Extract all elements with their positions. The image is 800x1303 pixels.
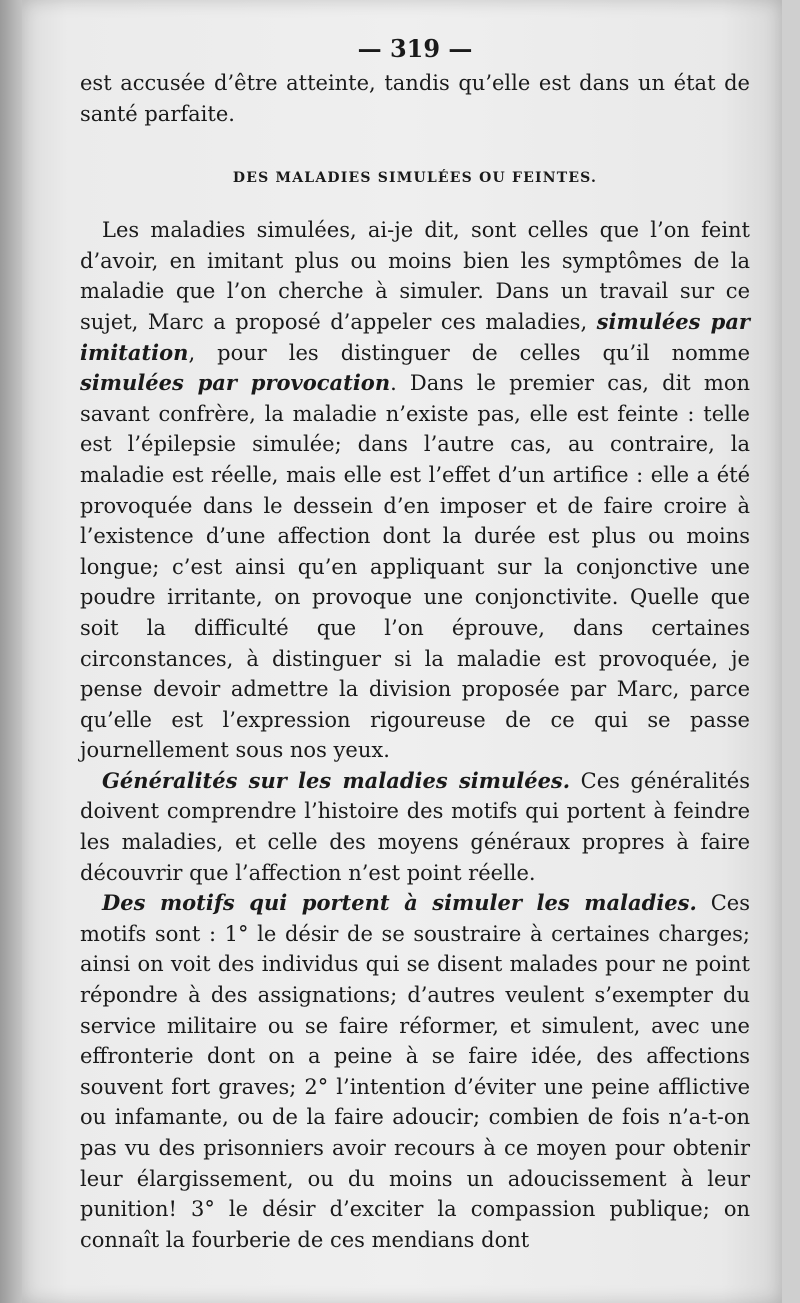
p3-text: Ces motifs sont : 1° le désir de se soustraire à certaines charges; ainsi on voit des individus qui se disent malades pour ne point répondre à des assignations; d’autres veulent s’exempter du service militaire ou se faire réformer, et simulent, avec une effronterie dont on a peine à se faire idée, des affections souvent fort graves; 2° l’intention d’éviter une peine afflictive ou infamante, ou de la faire adoucir; combien de fois n’a-t-on pas vu des prisonniers avoir recours à ce moyen pour obtenir leur élargissement, ou du moins un adoucissement à leur punition! 3° le désir d’exciter la compassion publique; on connaît la fourberie de ces mendians dont (80, 891, 750, 1252)
p1-text-e: . Dans le premier cas, dit mon savant confrère, la maladie n’existe pas, elle est feinte : telle est l’épilepsie simulée; dans l’autre cas, au contraire, la maladie est réelle, mais elle est l’effet d’un artifice : elle a été provoquée dans le dessein d’en imposer et de faire croire à l’existence d’une affection dont la durée est plus ou moins longue; c’est ainsi qu’en appliquant sur la conjonctive une poudre irritante, on provoque une conjonctivite. Quelle que soit la difficulté que l’on éprouve, dans certaines circonstances, à distinguer si la maladie est provoquée, je pense devoir admettre la division proposée par Marc, parce qu’elle est l’expression rigoureuse de ce qui se passe journellement sous nos yeux. (80, 371, 750, 763)
page-content (80, 30, 750, 1255)
section-heading: DES MALADIES SIMULÉES OU FEINTES. (232, 170, 598, 187)
intro-paragraph (80, 68, 750, 129)
p1-text-c: , pour les distinguer de celles qu’il nomme (188, 340, 750, 365)
intro-text: est accusée d’être atteinte, tandis qu’elle est dans un état de santé parfaite. (80, 71, 750, 126)
paragraph-motives (80, 888, 750, 1255)
p1-term-provocation: simulées par provocation (80, 370, 391, 396)
p2-text: Ces généralités doivent comprendre l’histoire des motifs qui portent à feindre les maladies, et celle des moyens généraux propres à faire découvrir que l’affection n’est point réelle. (80, 768, 750, 885)
book-gutter (0, 0, 22, 1303)
p1-text-a: Les maladies simulées, ai-je dit, sont celles que l’on feint d’avoir, en imitant plus ou moins bien les symptômes de la maladie que l’on cherche à simuler. Dans un travail sur ce sujet, Marc a proposé d’appeler ces maladies, (80, 218, 750, 334)
paragraph-generalities (80, 766, 750, 888)
p1-term-imitation: simulées par imitation (80, 308, 750, 365)
paragraph-simulated-diseases (80, 215, 750, 766)
page-number: — 319 — (357, 34, 473, 63)
book-page (22, 0, 782, 1303)
p3-title: Des motifs qui portent à simuler les maladies. (102, 890, 697, 916)
p2-title: Généralités sur les maladies simulées. (102, 767, 571, 793)
